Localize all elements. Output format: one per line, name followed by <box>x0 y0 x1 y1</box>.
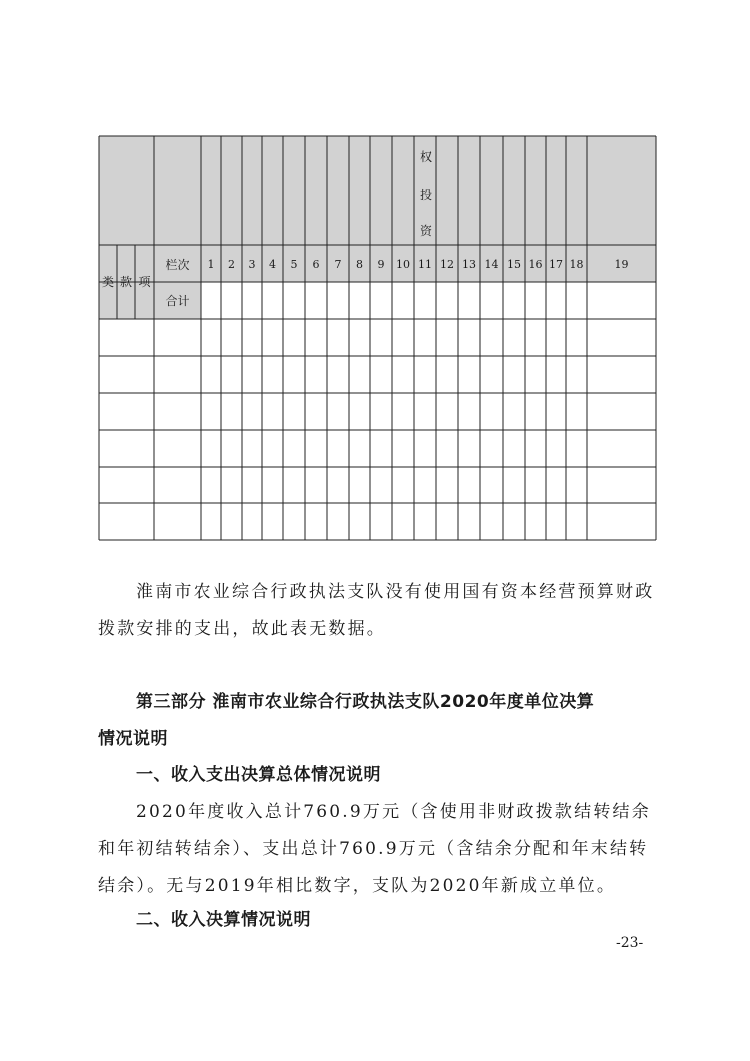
label-heji: 合计 <box>165 294 190 308</box>
column-number-18: 18 <box>569 258 584 271</box>
column-number-2: 2 <box>228 258 235 271</box>
column-number-13: 13 <box>462 258 476 271</box>
column-number-1: 1 <box>207 258 215 271</box>
column-number-11: 11 <box>418 258 432 271</box>
no-data-note: 淮南市农业综合行政执法支队没有使用国有资本经营预算财政拨款安排的支出，故此表无数据。 <box>98 582 655 639</box>
label-xiang: 项 <box>138 275 151 289</box>
part3-title-line1: 第三部分 淮南市农业综合行政执法支队2020年度单位决算 <box>136 692 595 712</box>
section1-body: 2020年度收入总计760.9万元（含使用非财政拨款结转结余和年初结转结余）、支出总计760.9万元（含结余分配和年末结转结余）。无与2019年相比数字，支队为2020年新成立单位。 <box>98 802 651 896</box>
column-number-3: 3 <box>248 258 256 271</box>
section2-title: 二、收入决算情况说明 <box>136 910 311 930</box>
label-lei: 类 <box>101 275 114 289</box>
label-lanci: 栏次 <box>165 258 190 272</box>
column-number-8: 8 <box>356 258 363 271</box>
column-number-7: 7 <box>334 258 342 271</box>
section1-title: 一、收入支出决算总体情况说明 <box>136 765 381 785</box>
page-number: -23- <box>616 935 644 951</box>
column-number-6: 6 <box>312 258 320 271</box>
label-kuan: 款 <box>119 275 132 289</box>
column-number-12: 12 <box>440 258 454 271</box>
column-number-14: 14 <box>484 258 499 271</box>
column-number-10: 10 <box>396 258 410 271</box>
column-number-5: 5 <box>290 258 298 271</box>
column-number-4: 4 <box>269 258 276 271</box>
column-number-19: 19 <box>614 258 629 271</box>
header-char-zi: 资 <box>419 224 432 238</box>
column-number-17: 17 <box>549 258 563 271</box>
header-char-quan: 权 <box>419 150 432 164</box>
column-number-9: 9 <box>377 258 385 271</box>
header-char-tou: 投 <box>419 188 432 202</box>
part3-title-line2: 情况说明 <box>98 729 168 749</box>
column-number-16: 16 <box>528 258 543 271</box>
column-number-15: 15 <box>507 258 521 271</box>
